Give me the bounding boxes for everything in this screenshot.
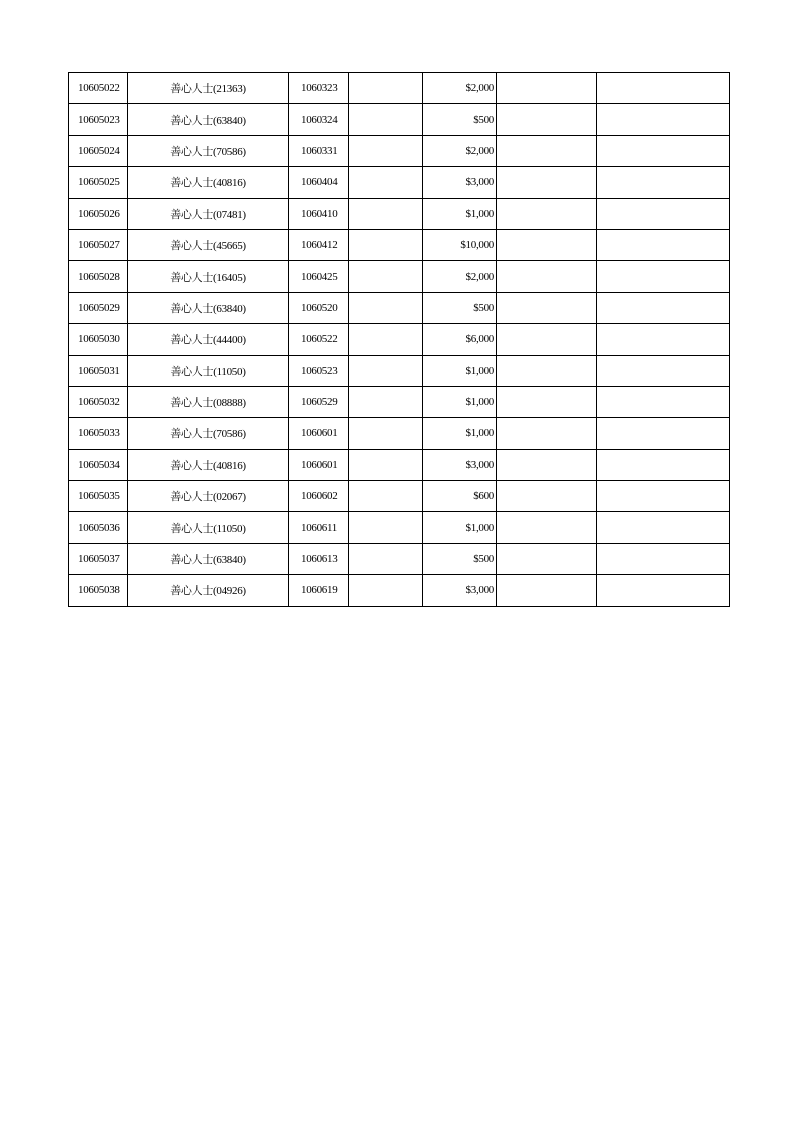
empty-cell <box>349 198 423 229</box>
table-row <box>69 512 730 543</box>
table-row <box>69 229 730 260</box>
empty-cell <box>597 261 730 292</box>
empty-cell <box>497 575 597 606</box>
table-row <box>69 449 730 480</box>
donation-date-cell: 1060613 <box>289 543 349 574</box>
donation-id-cell: 10605029 <box>69 292 128 323</box>
donation-id-cell: 10605030 <box>69 324 128 355</box>
table-row <box>69 104 730 135</box>
table-row <box>69 292 730 323</box>
donation-date-cell: 1060425 <box>289 261 349 292</box>
table-row <box>69 575 730 606</box>
donation-date-cell: 1060324 <box>289 104 349 135</box>
empty-cell <box>349 135 423 166</box>
donor-name-cell: 善心人士(08888) <box>128 386 289 417</box>
donation-id-cell: 10605038 <box>69 575 128 606</box>
empty-cell <box>497 418 597 449</box>
empty-cell <box>597 481 730 512</box>
empty-cell <box>597 575 730 606</box>
donor-name-cell: 善心人士(11050) <box>128 512 289 543</box>
donation-date-cell: 1060529 <box>289 386 349 417</box>
empty-cell <box>349 386 423 417</box>
donation-date-cell: 1060619 <box>289 575 349 606</box>
donation-amount-cell: $3,000 <box>423 449 497 480</box>
table-row <box>69 355 730 386</box>
donation-amount-cell: $1,000 <box>423 198 497 229</box>
donation-id-cell: 10605023 <box>69 104 128 135</box>
empty-cell <box>597 543 730 574</box>
empty-cell <box>349 261 423 292</box>
empty-cell <box>349 104 423 135</box>
donation-date-cell: 1060404 <box>289 167 349 198</box>
donor-name-cell: 善心人士(45665) <box>128 229 289 260</box>
empty-cell <box>497 198 597 229</box>
donation-date-cell: 1060412 <box>289 229 349 260</box>
table-row <box>69 135 730 166</box>
donor-name-cell: 善心人士(63840) <box>128 543 289 574</box>
donation-amount-cell: $2,000 <box>423 73 497 104</box>
empty-cell <box>349 449 423 480</box>
donation-date-cell: 1060523 <box>289 355 349 386</box>
donation-id-cell: 10605035 <box>69 481 128 512</box>
donation-amount-cell: $1,000 <box>423 512 497 543</box>
empty-cell <box>497 167 597 198</box>
empty-cell <box>349 73 423 104</box>
empty-cell <box>349 543 423 574</box>
table-row <box>69 386 730 417</box>
donation-date-cell: 1060331 <box>289 135 349 166</box>
table-row <box>69 73 730 104</box>
donation-id-cell: 10605032 <box>69 386 128 417</box>
donation-id-cell: 10605036 <box>69 512 128 543</box>
donor-name-cell: 善心人士(40816) <box>128 449 289 480</box>
donor-name-cell: 善心人士(63840) <box>128 104 289 135</box>
donation-id-cell: 10605037 <box>69 543 128 574</box>
donor-name-cell: 善心人士(04926) <box>128 575 289 606</box>
donation-id-cell: 10605024 <box>69 135 128 166</box>
empty-cell <box>597 386 730 417</box>
empty-cell <box>597 418 730 449</box>
empty-cell <box>597 292 730 323</box>
empty-cell <box>497 229 597 260</box>
empty-cell <box>497 261 597 292</box>
empty-cell <box>497 543 597 574</box>
empty-cell <box>597 355 730 386</box>
table-row <box>69 167 730 198</box>
empty-cell <box>497 512 597 543</box>
donation-amount-cell: $2,000 <box>423 135 497 166</box>
donation-date-cell: 1060410 <box>289 198 349 229</box>
empty-cell <box>349 418 423 449</box>
donation-id-cell: 10605025 <box>69 167 128 198</box>
donor-name-cell: 善心人士(02067) <box>128 481 289 512</box>
donation-amount-cell: $500 <box>423 543 497 574</box>
empty-cell <box>349 229 423 260</box>
donation-date-cell: 1060601 <box>289 449 349 480</box>
empty-cell <box>497 481 597 512</box>
table-row <box>69 198 730 229</box>
empty-cell <box>497 386 597 417</box>
donation-amount-cell: $1,000 <box>423 355 497 386</box>
donation-amount-cell: $10,000 <box>423 229 497 260</box>
donation-amount-cell: $6,000 <box>423 324 497 355</box>
donation-date-cell: 1060522 <box>289 324 349 355</box>
donor-name-cell: 善心人士(44400) <box>128 324 289 355</box>
table-row <box>69 261 730 292</box>
donation-id-cell: 10605028 <box>69 261 128 292</box>
donation-ledger-table <box>68 72 730 607</box>
donation-amount-cell: $1,000 <box>423 386 497 417</box>
donation-date-cell: 1060611 <box>289 512 349 543</box>
empty-cell <box>597 167 730 198</box>
table-row <box>69 481 730 512</box>
empty-cell <box>349 167 423 198</box>
donation-date-cell: 1060323 <box>289 73 349 104</box>
empty-cell <box>597 324 730 355</box>
empty-cell <box>497 292 597 323</box>
empty-cell <box>597 135 730 166</box>
empty-cell <box>497 449 597 480</box>
donation-id-cell: 10605031 <box>69 355 128 386</box>
empty-cell <box>497 104 597 135</box>
donation-id-cell: 10605033 <box>69 418 128 449</box>
donation-id-cell: 10605026 <box>69 198 128 229</box>
donation-id-cell: 10605022 <box>69 73 128 104</box>
donor-name-cell: 善心人士(70586) <box>128 418 289 449</box>
table-row <box>69 543 730 574</box>
empty-cell <box>349 512 423 543</box>
empty-cell <box>349 292 423 323</box>
empty-cell <box>597 198 730 229</box>
donation-date-cell: 1060520 <box>289 292 349 323</box>
empty-cell <box>349 324 423 355</box>
table-row <box>69 418 730 449</box>
empty-cell <box>349 355 423 386</box>
empty-cell <box>497 355 597 386</box>
donor-name-cell: 善心人士(21363) <box>128 73 289 104</box>
table-row <box>69 324 730 355</box>
donation-id-cell: 10605027 <box>69 229 128 260</box>
donation-amount-cell: $3,000 <box>423 575 497 606</box>
empty-cell <box>349 575 423 606</box>
donation-amount-cell: $500 <box>423 292 497 323</box>
donation-date-cell: 1060602 <box>289 481 349 512</box>
empty-cell <box>597 449 730 480</box>
empty-cell <box>497 135 597 166</box>
empty-cell <box>597 229 730 260</box>
donation-ledger-body <box>69 73 730 607</box>
empty-cell <box>497 73 597 104</box>
donor-name-cell: 善心人士(40816) <box>128 167 289 198</box>
donor-name-cell: 善心人士(11050) <box>128 355 289 386</box>
empty-cell <box>597 73 730 104</box>
donation-id-cell: 10605034 <box>69 449 128 480</box>
donor-name-cell: 善心人士(63840) <box>128 292 289 323</box>
donation-amount-cell: $600 <box>423 481 497 512</box>
empty-cell <box>497 324 597 355</box>
donor-name-cell: 善心人士(07481) <box>128 198 289 229</box>
donation-amount-cell: $1,000 <box>423 418 497 449</box>
donation-amount-cell: $2,000 <box>423 261 497 292</box>
empty-cell <box>349 481 423 512</box>
donation-amount-cell: $3,000 <box>423 167 497 198</box>
empty-cell <box>597 104 730 135</box>
donation-date-cell: 1060601 <box>289 418 349 449</box>
donation-amount-cell: $500 <box>423 104 497 135</box>
empty-cell <box>597 512 730 543</box>
donor-name-cell: 善心人士(70586) <box>128 135 289 166</box>
donor-name-cell: 善心人士(16405) <box>128 261 289 292</box>
